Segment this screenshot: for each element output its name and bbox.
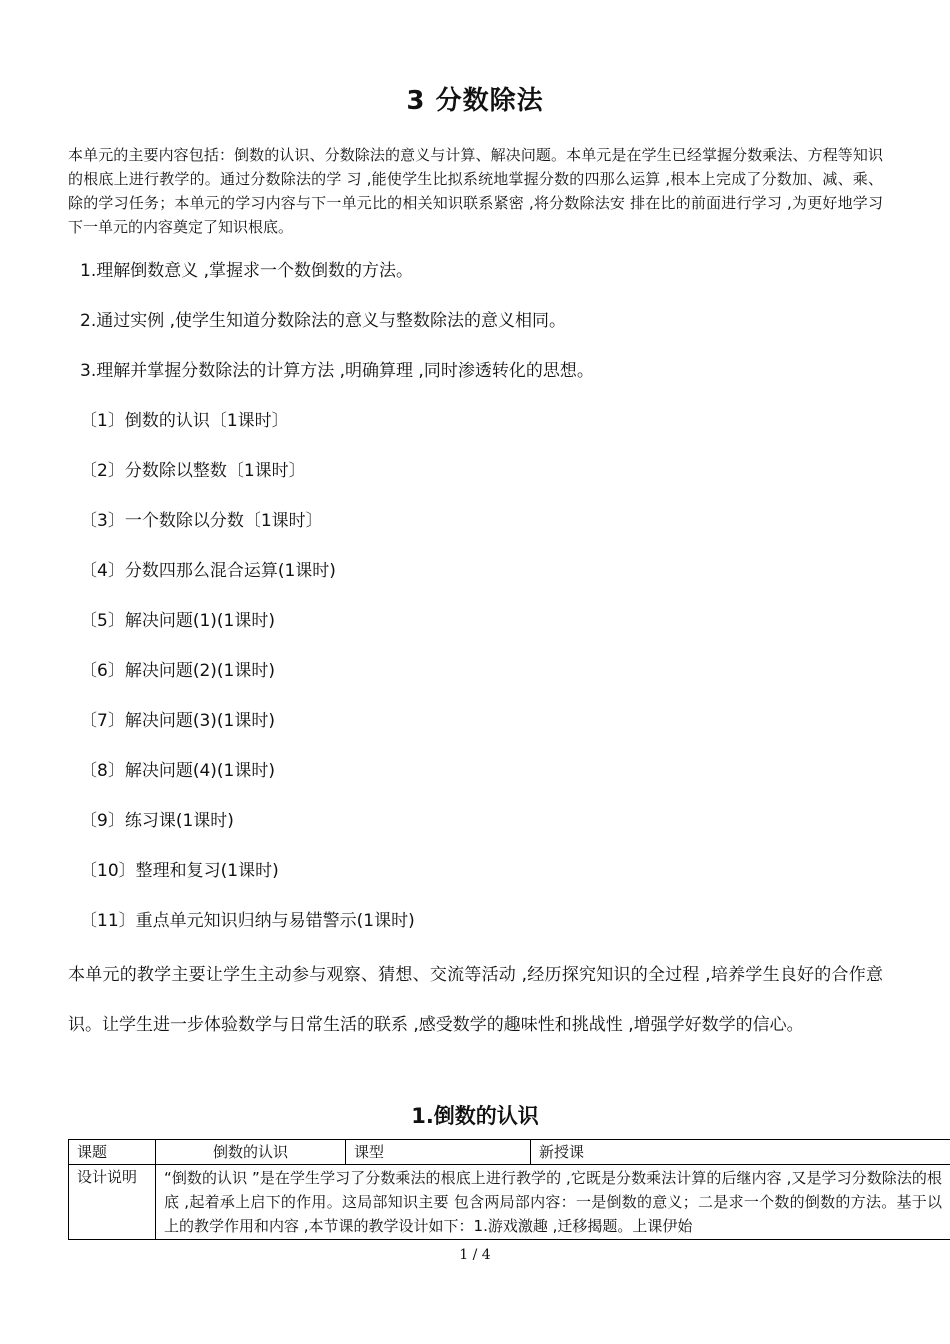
design-description: “倒数的认识 ”是在学生学习了分数乘法的根底上进行教学的 ,它既是分数乘法计算的后继内容 ,又是学习分数除法的根底 ,起着承上启下的作用。这局部知识主要 包含两局部内容：一是倒数的意义；二是求一个数的倒数的方法。基于以上的教学作用和内容 ,本节课的教学设计如下：1.游戏激趣 ,迁移揭题。上课伊始: [164, 1169, 942, 1235]
schedule-item-11: 〔11〕重点单元知识归纳与易错警示(1课时): [80, 911, 415, 931]
schedule-item-7: 〔7〕解决问题(3)(1课时): [80, 711, 275, 731]
label-design: 设计说明: [69, 1165, 156, 1240]
design-description-cell: [156, 1165, 950, 1240]
lesson-topic: 倒数的认识: [156, 1140, 346, 1165]
lesson-type: 新授课: [531, 1140, 950, 1165]
schedule-item-2: 〔2〕分数除以整数〔1课时〕: [80, 461, 306, 481]
objective-2: 2.通过实例 ,使学生知道分数除法的意义与整数除法的意义相同。: [80, 311, 567, 331]
document-title: 3 分数除法: [406, 86, 544, 116]
schedule-item-5: 〔5〕解决问题(1)(1课时): [80, 611, 275, 631]
schedule-item-9: 〔9〕练习课(1课时): [80, 811, 234, 831]
schedule-item-1: 〔1〕倒数的认识〔1课时〕: [80, 411, 289, 431]
schedule-item-4: 〔4〕分数四那么混合运算(1课时): [80, 561, 336, 581]
schedule-item-6: 〔6〕解决问题(2)(1课时): [80, 661, 275, 681]
lesson-title: 1.倒数的认识: [411, 1104, 539, 1128]
label-topic: 课题: [69, 1140, 156, 1165]
schedule-item-10: 〔10〕整理和复习(1课时): [80, 861, 279, 881]
label-type: 课型: [346, 1140, 531, 1165]
table-row: [69, 1140, 950, 1165]
table-row: [69, 1165, 950, 1240]
objective-1: 1.理解倒数意义 ,掌握求一个数倒数的方法。: [80, 261, 414, 281]
teaching-note-paragraph: 本单元的教学主要让学生主动参与观察、猜想、交流等活动 ,经历探究知识的全过程 ,培养学生良好的合作意识。让学生进一步体验数学与日常生活的联系 ,感受数学的趣味性和挑战性 ,增强学好数学的信心。: [68, 965, 883, 1035]
schedule-item-8: 〔8〕解决问题(4)(1课时): [80, 761, 275, 781]
page-indicator: 1 / 4: [459, 1247, 491, 1263]
objective-3: 3.理解并掌握分数除法的计算方法 ,明确算理 ,同时渗透转化的思想。: [80, 361, 594, 381]
schedule-item-3: 〔3〕一个数除以分数〔1课时〕: [80, 511, 323, 531]
unit-intro-paragraph: 本单元的主要内容包括：倒数的认识、分数除法的意义与计算、解决问题。本单元是在学生已经掌握分数乘法、方程等知识的根底上进行教学的。通过分数除法的学 习 ,能使学生比拟系统地掌握分数的四那么运算 ,根本上完成了分数加、减、乘、除的学习任务；本单元的学习内容与下一单元比的相关知识联系紧密 ,将分数除法安 排在比的前面进行学习 ,为更好地学习下一单元的内容奠定了知识根底。: [68, 146, 883, 236]
lesson-info-table: [68, 1139, 950, 1240]
